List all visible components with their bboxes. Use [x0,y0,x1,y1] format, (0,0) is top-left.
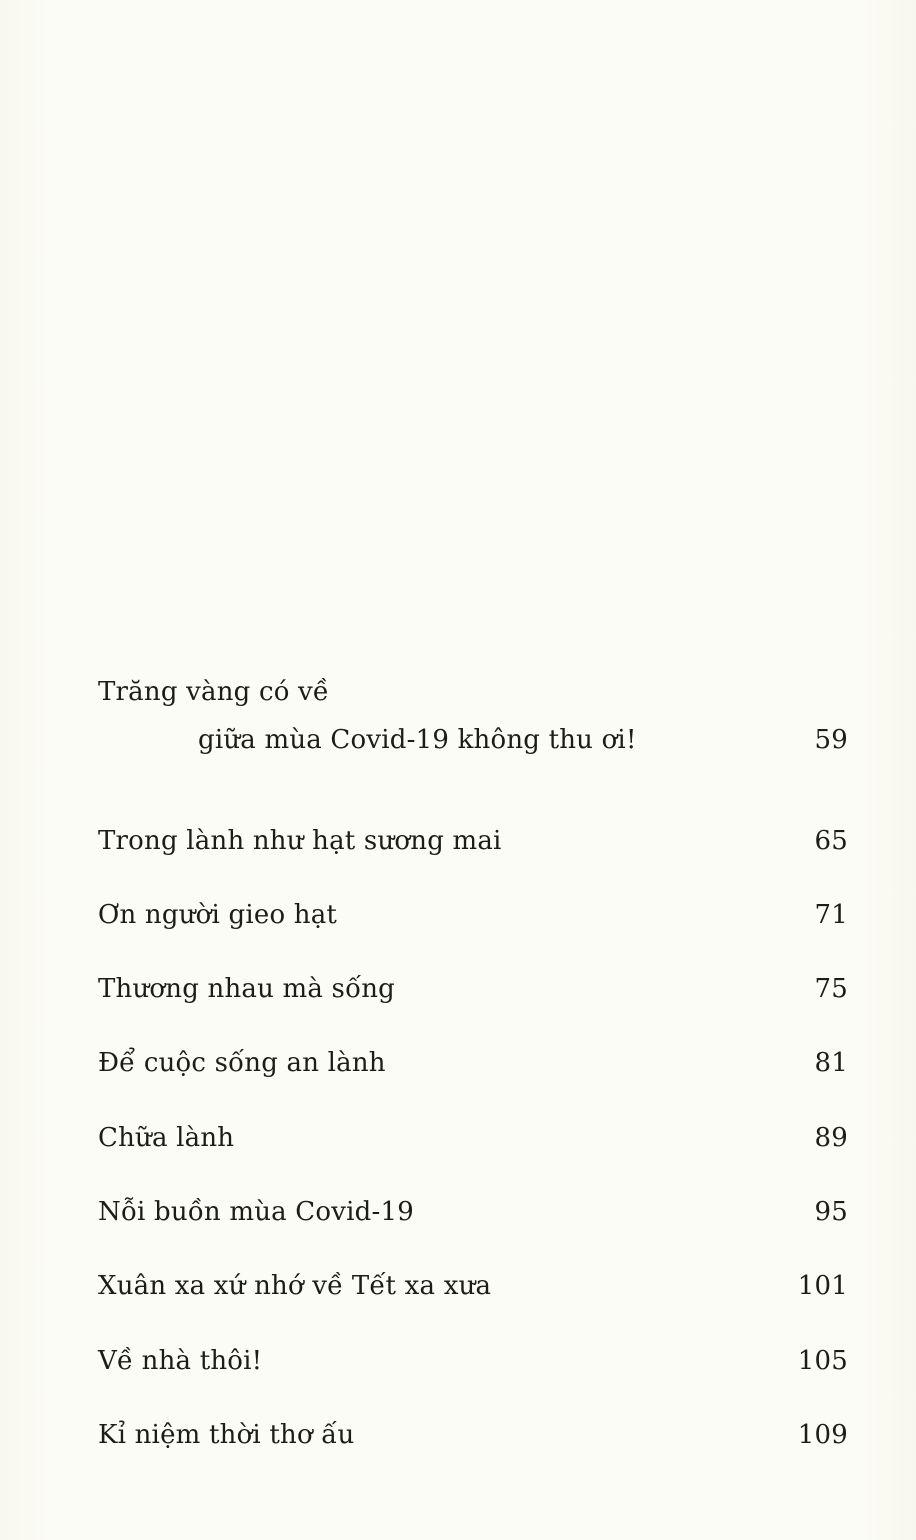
toc-entry [98,891,848,965]
toc-entry [98,1411,848,1485]
toc-entry [98,1039,848,1113]
toc-entry [98,965,848,1039]
toc-entry-title: Kỉ niệm thời thơ ấu [98,1419,355,1450]
toc-entry [98,1188,848,1262]
toc-entry-title-continuation: giữa mùa Covid-19 không thu ơi! [198,725,637,755]
toc-entry-page-number: 71 [814,899,848,930]
toc-entry-page-number: 109 [797,1419,848,1450]
toc-entry-title: Nỗi buồn mùa Covid-19 [98,1197,414,1228]
toc-entry-page-number: 65 [814,825,848,856]
toc-entry-page-number: 101 [797,1271,848,1302]
toc-entry [98,1114,848,1188]
toc-entry-page-number: 95 [814,1197,848,1228]
toc-entry-title: Trong lành như hạt sương mai [98,825,502,856]
toc-entry-title: Về nhà thôi! [98,1345,263,1376]
toc-entry-page-number: 89 [814,1122,848,1153]
toc-entry-title: Xuân xa xứ nhớ về Tết xa xưa [98,1271,492,1302]
toc-entry [98,817,848,891]
toc-entry [98,668,848,817]
toc-entry-title: Thương nhau mà sống [98,974,395,1005]
toc-entry-title: Trăng vàng có về [98,677,330,707]
toc-entry-page-number: 59 [814,725,848,755]
toc-entry-title: Để cuộc sống an lành [98,1048,386,1079]
toc-entry-page-number: 81 [814,1048,848,1079]
toc-entry-title: Chữa lành [98,1122,235,1153]
toc-entry [98,1337,848,1411]
toc-entry-page-number: 105 [797,1345,848,1376]
toc-entry-title: Ơn người gieo hạt [98,899,338,930]
table-of-contents [98,668,848,1485]
toc-entry [98,1262,848,1336]
toc-entry-page-number: 75 [814,974,848,1005]
